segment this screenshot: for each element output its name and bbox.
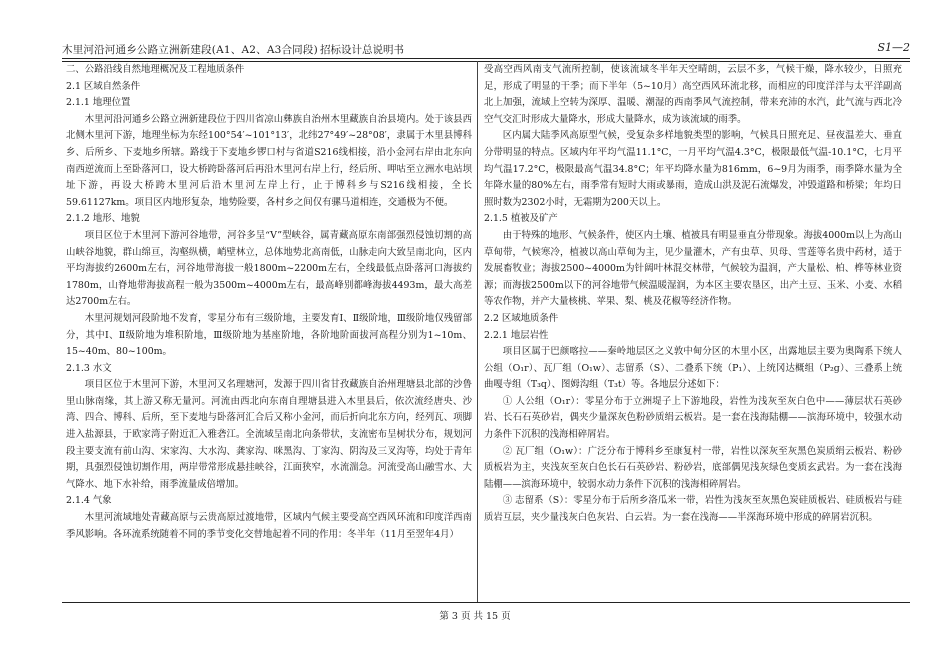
- subsection-heading: 2.1.5 植被及矿产: [484, 213, 558, 225]
- footer-rule: [62, 602, 910, 603]
- document-type: 招标设计总说明书: [320, 44, 404, 56]
- paragraph-hydrology: 项目区位于木里河下游，木里河又名理塘河，发源于四川省甘孜藏族自治州理塘县北部的沙鲁里山脉南缘，其上游又称无量河。河流由西北向东南自理塘县进入木里县后，依次流经唐央、沙湾、四合、博科、后所，至下麦地与卧落河汇合后又称小金河，而后折向北东方向，经列瓦、项脚进入盐源县，于欧家湾子附近汇入雅砻江。全流域呈南北向条带状，支流密布呈树状分布，规划河段主要支流有前山沟、宋家沟、大水沟、龚家沟、咪黑沟、丁家沟、阴沟及三叉沟等，均处于青年期，具强烈侵蚀切割作用，两岸带常形成悬挂峡谷，江面狭窄，水流湍急。河流受高山融雪水、大气降水、地下水补给，雨季流量成倍增加。: [66, 379, 472, 490]
- paragraph-climate-details: 区内属大陆季风高原型气候，受复杂多样地貌类型的影响，气候具日照充足、昼夜温差大、垂直分带明显的特点。区域内年平均气温11.1°C，一月平均气温4.3°C，极限最低气温-10.1°C，七月平均气温17.2°C，极限最高气温34.8°C；年平均降水量为816mm，6~9月为雨季，雨季降水量为全年降水量的80%左右，雨季常有短时大雨或暴雨，造成山洪及泥石流爆发，冲毁道路和桥梁；年均日照时数为2302小时，无霜期为200天以上。: [484, 130, 902, 208]
- document-title: 木里河沿河通乡公路立洲新建段(A1、A2、A3合同段): [62, 44, 318, 56]
- section-heading: 二、公路沿线自然地理概况及工程地质条件: [66, 64, 245, 75]
- paragraph-strata: 项目区属于巴颜喀拉——秦岭地层区之义敦中甸分区的木里小区，出露地层主要为奥陶系下统人公组（O₁r）、瓦厂组（O₁w）、志留系（S）、二叠系下统（P₁）、上统冈达概组（P₂g）、三叠系上统曲嘎寺组（T₃q）、图姆沟组（T₃t）等。各地层分述如下：: [484, 346, 902, 391]
- subsection-heading: 2.1.1 地理位置: [66, 97, 131, 109]
- subsection-heading: 2.1.2 地形、地貌: [66, 213, 140, 225]
- subsection-heading: 2.1.4 气象: [66, 495, 112, 507]
- right-column: [484, 62, 902, 600]
- paragraph-location: 木里河沿河通乡公路立洲新建段位于四川省凉山彝族自治州木里藏族自治县境内。处于该县西北侧木里河下游，地理坐标为东经100°54′~101°13′，北纬27°49′~28°08′，隶属于木里县博科乡、后所乡、下麦地乡所辖。路线于下麦地乡锣口村与省道S216线相接，沿小金河右岸由北东向南西逆流而上至卧落河口，设大桥跨卧落河后再沿木里河右岸上行，经后所、呷咕至立洲水电站坝址下游，再设大桥跨木里河后沿木里河左岸上行，止于博科乡与S216线相接，全长59.61127km。项目区内地形复杂，地势险要，各村乡之间仅有骡马道相连，交通极为不便。: [66, 113, 472, 208]
- paragraph-climate: 木里河流域地处青藏高原与云贵高原过渡地带，区域内气候主要受高空西风环流和印度洋西南季风影响。各环流系统随着不同的季节变化交替地起着不同的作用：冬半年（11月至翌年4月）: [66, 512, 472, 540]
- paragraph-terrain: 项目区位于木里河下游河谷地带，河谷多呈“V”型峡谷，属青藏高原东南部强烈侵蚀切割的高山峡谷地貌，群山绵亘，沟壑纵横，峭壁林立，总体地势北高南低，山脉走向大致呈南北向，区内平均海拔约2600m左右，河谷地带海拔一般1800m~2200m左右，全线最低点卧落河口海拔约1780m，山脊地带海拔高程一般为3500m~4000m左右，最高峰别都峰海拔4493m，最大高差达2700m左右。: [66, 229, 472, 308]
- strata-item: ③ 志留系（S）：零星分布于后所乡洛瓜米一带，岩性为浅灰至灰黑色炭硅质板岩、硅质板岩与硅质岩互层，夹少量浅灰白色灰岩、白云岩。为一套在浅海——半深海环境中形成的碎屑岩沉积。: [484, 495, 902, 524]
- paragraph-climate-continued: 受高空西风南支气流所控制，使该流域冬半年天空晴朗，云层不多，气候干燥，降水较少，日照充足，形成了明显的干季；而下半年（5~10月）高空西风环流北移，而相应的印度洋洋与太平洋副高北上加强，流域上空转为深厚、温暖、潮湿的西南季风气流控制，带来充沛的水汽，此气流与西北冷空气交汇时形成大量降水，形成大量降水，成为该流域的雨季。: [484, 64, 902, 125]
- page-identifier: S1—2: [877, 41, 910, 54]
- page-number: 第 3 页 共 15 页: [439, 611, 511, 622]
- subsection-heading: 2.1.3 水文: [66, 362, 112, 374]
- strata-item: ② 瓦厂组（O₁w）：广泛分布于博科乡至康复村一带，岩性以深灰至灰黑色炭质绢云板岩、粉砂质板岩为主，夹浅灰至灰白色长石石英砂岩、粉砂岩，底部偶见浅灰绿色变质玄武岩。为一套在浅海陆棚——滨海环境中，较弱水动力条件下沉积的浅海相碎屑岩。: [484, 445, 902, 490]
- subsection-heading: 2.2.1 地层岩性: [484, 329, 549, 341]
- subsection-heading: 2.1 区域自然条件: [66, 80, 141, 92]
- paragraph-vegetation: 由于特殊的地形、气候条件，使区内土壤、植被具有明显垂直分带现象。海拔4000m以上为高山草甸带，气候寒冷，植被以高山草甸为主，见少量灌木，产有虫草、贝母、雪莲等名贵中药材，适于发展畜牧业；海拔2500~4000m为针阔叶林混交林带，气候较为温润，产大量松、柏、桦等林业资源；而海拔2500m以下的河谷地带气候温暖湿润，为本区主要农垦区，出产土豆、玉米、小麦、水稻等农作物，并产大量核桃、苹果、梨、桃及花椒等经济作物。: [484, 229, 902, 308]
- strata-item: ① 人公组（O₁r）：零星分布于立洲堤子上下游地段，岩性为浅灰至灰白色中——薄层状石英砂岩、长石石英砂岩，偶夹少量深灰色粉砂质绢云板岩。是一套在浅海陆棚——滨海环境中，较强水动力条件下沉积的浅海相碎屑岩。: [484, 395, 902, 441]
- column-divider: [477, 61, 478, 602]
- paragraph-terraces: 木里河规划河段阶地不发育，零星分布有三级阶地，主要发育Ⅰ、Ⅱ级阶地，Ⅲ级阶地仅残留部分，其中Ⅰ、Ⅱ级阶地为堆积阶地，Ⅲ级阶地为基座阶地，各阶地阶面拔河高程分别为1~10m、15~40m、80~100m。: [66, 312, 472, 358]
- subsection-heading: 2.2 区域地质条件: [484, 312, 559, 324]
- left-column: [66, 62, 472, 600]
